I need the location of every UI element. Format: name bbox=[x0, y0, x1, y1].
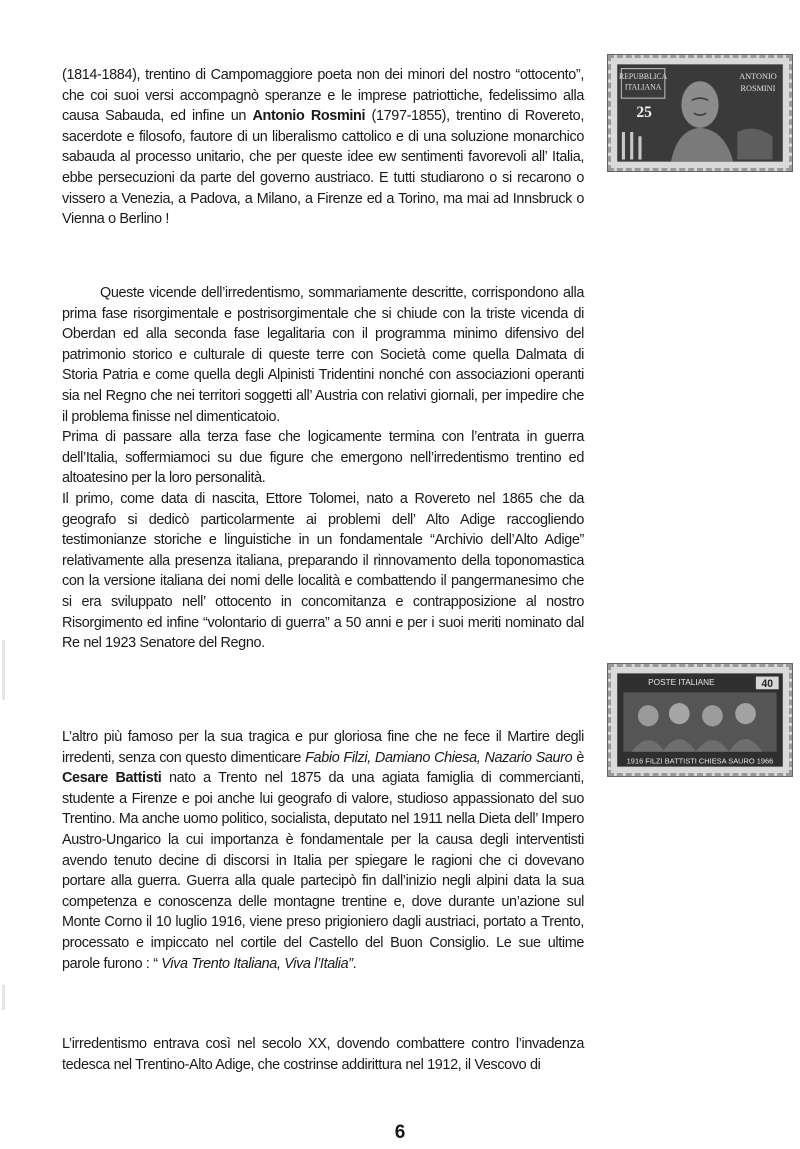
stamp-martiri-image bbox=[611, 667, 789, 773]
stamp-lamp-ornament bbox=[737, 129, 772, 160]
paragraph-irredentismo: Queste vicende dell’irredentismo, sommariamente descritte, corrispondono alla prima fase risorgimentale e postrisorgimentale che si chiude con la triste vicenda di Oberdan ed alla seconda fase legalitaria con il programma minimo difensivo del patrimonio storico e culturale di queste terre con Società come quella Dalmata di Storia Patria e come quella degli Alpinisti Tridentini nonché con associazioni operanti sia nel Regno che nei territori soggetti all’ Austria con relativi giornali, per impedire che il problema finisse nel dimenticatoio. bbox=[62, 285, 584, 425]
stamp-value: 25 bbox=[636, 104, 652, 122]
stamp-portrait-head bbox=[681, 81, 718, 128]
page-number: 6 bbox=[394, 1122, 406, 1143]
stamp-face-chiesa bbox=[702, 705, 723, 726]
text-block-secolo-xx bbox=[62, 1034, 584, 1075]
paragraph-text: . bbox=[352, 955, 357, 972]
scan-edge-mark bbox=[2, 985, 5, 1010]
paragraph-text: è bbox=[572, 749, 584, 766]
names-martiri: Fabio Filzi, Damiano Chiesa, Nazario Sauro bbox=[305, 749, 573, 766]
quote-last-words: Viva Trento Italiana, Viva l’Italia” bbox=[161, 955, 353, 972]
paragraph-text: (1814-1884), trentino di Campomaggiore poeta non dei minori del nostro “ottocento”, che coi suoi versi accompagnò speranze e le imprese patriottiche, fedelissimo alla causa Sabauda, ed infine un bbox=[62, 67, 584, 125]
stamp-face-filzi bbox=[638, 705, 659, 726]
stamp-rosmini-image bbox=[611, 58, 789, 168]
stamp-name-line2: ROSMINI bbox=[740, 83, 776, 93]
paragraph-text: nato a Trento nel 1875 da una agiata famiglia di commercianti, studente a Firenze e poi anche lui geografo di valore, studioso appassionato del suo Trentino. Ma anche uomo politico, socialista, deputato nel 1911 nella Dieta dell’ Impero Austro-Ungarico la cui importanza è fondamentale per la causa degli interventisti avendo tenuto decine di discorsi in Italia per spiegare le ragioni che ci dovevano portare alla guerra. Guerra alla quale partecipò fin dall’inizio negli alpini data la sua competenza e conoscenza delle montagne trentine e, dove durante un’azione sul Monte Corno il 10 luglio 1916, viene preso prigioniero dagli austriaci, portato a Trento, processato e impiccato nel cortile del Castello del Buon Consiglio. Le sue ultime parole furono : “ bbox=[62, 770, 584, 972]
stamp-name-line1: ANTONIO bbox=[739, 72, 777, 82]
stamp-caption: 1916 FILZI BATTISTI CHIESA SAURO 1966 bbox=[626, 756, 774, 766]
paragraph-terza-fase: Prima di passare alla terza fase che logicamente termina con l’entrata in guerra dell’Italia, soffermiamoci su due figure che emergono nell’irredentismo trentino ed altoatesino per la loro personalità. bbox=[62, 429, 584, 487]
stamp-face-sauro bbox=[735, 703, 756, 724]
stamp-face-battisti bbox=[669, 703, 690, 724]
paragraph-rosmini bbox=[62, 65, 584, 230]
paragraph-battisti bbox=[62, 727, 584, 974]
text-block-irredentismo bbox=[62, 283, 584, 654]
name-rosmini: Antonio Rosmini bbox=[252, 108, 366, 125]
text-block-rosmini bbox=[62, 65, 584, 230]
scan-edge-mark bbox=[2, 640, 5, 700]
paragraph-text: (1797-1855), trentino di Rovereto, sacerdote e filosofo, fautore di un liberalismo cattolico e di una soluzione monarchico sabauda al processo unitario, che per queste idee ew sentimenti favorevoli all’ Italia, ebbe persecuzioni da parte del governo austriaco. E tutti studiarono o si recarono o vissero a Venezia, a Padova, a Milano, a Firenze ed a Torino, ma mai ad Innsbruck o Vienna o Berlino ! bbox=[62, 108, 584, 228]
paragraph-text: L’altro più famoso per la sua tragica e pur gloriosa fine che ne fece il Martire degli irredenti, senza con questo dimenticare bbox=[62, 729, 584, 766]
paragraph-secolo-xx: L’irredentismo entrava così nel secolo XX, dovendo combattere contro l’invadenza tedesca nel Trentino-Alto Adige, che costrinse addirittura nel 1912, il Vescovo di bbox=[62, 1036, 584, 1073]
paragraph-tolomei: Il primo, come data di nascita, Ettore Tolomei, nato a Rovereto nel 1865 che da geografo si dedicò particolarmente ai problemi dell’ Alto Adige raccogliendo testimonianze storiche e linguistiche in un fondamentale “Archivio dell’Alto Adige” relativamente alla presenza italiana, preparando il rinnovamento della toponomastica con la versione italiana dei nomi delle località e combattendo il pangermanesimo che si era sviluppato nell’ ottocento in concomitanza e contrapposizione al nostro Risorgimento ed infine “volontario di guerra” a 50 anni e per i suoi meriti nominato dal Re nel 1923 Senatore del Regno. bbox=[62, 490, 584, 652]
stamp-country-line1: REPUBBLICA bbox=[618, 72, 668, 82]
stamp-martiri bbox=[608, 664, 792, 776]
stamp-country: POSTE ITALIANE bbox=[648, 676, 715, 688]
name-battisti: Cesare Battisti bbox=[62, 770, 162, 787]
text-block-battisti bbox=[62, 727, 584, 974]
stamp-value: 40 bbox=[761, 679, 774, 691]
stamp-country-line2: ITALIANA bbox=[624, 82, 662, 92]
stamp-rosmini bbox=[608, 55, 792, 171]
